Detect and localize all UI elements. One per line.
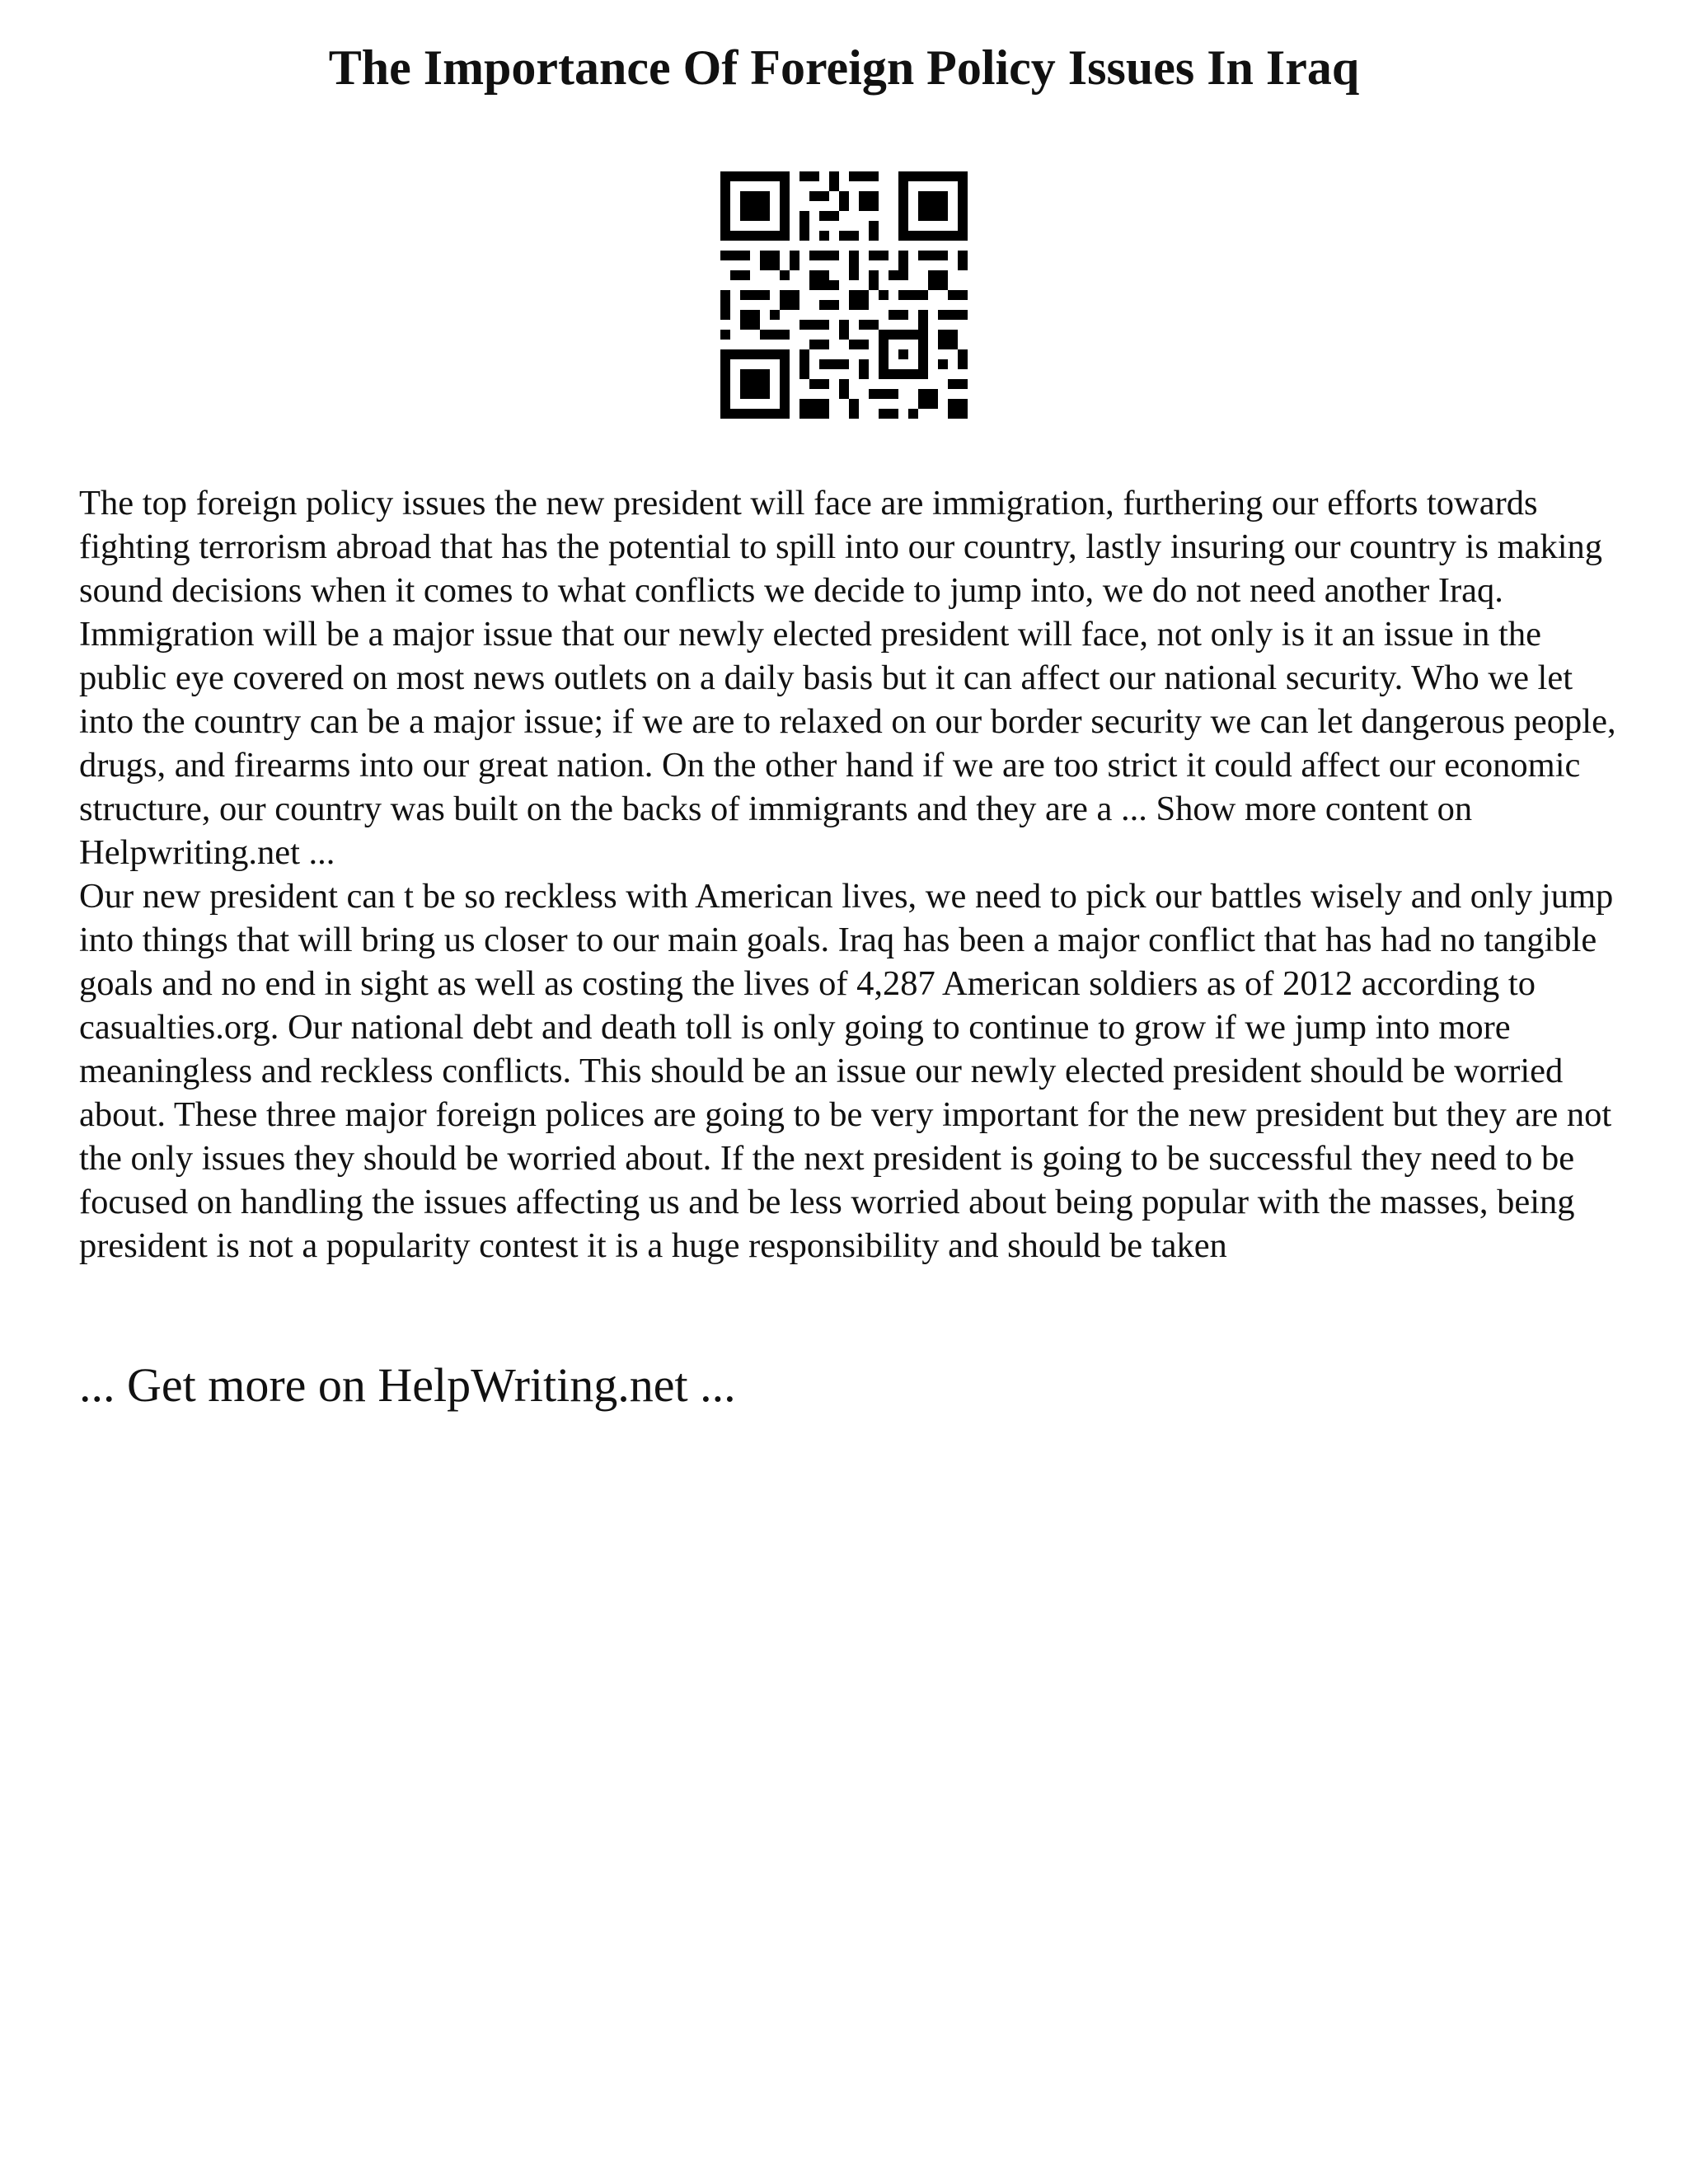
get-more-link[interactable]: ... Get more on HelpWriting.net ... (79, 1358, 736, 1412)
article-body (79, 481, 1629, 1268)
paragraph-2: Our new president can t be so reckless with American lives, we need to pick our battles wisely and only jump into things that will bring us closer to our main goals. Iraq has been a major conflict that has had no tangible goals and no end in sight as well as costing the lives of 4,287 American soldiers as of 2012 according to casualties.org. Our national debt and death toll is only going to continue to grow if we jump into more meaningless and reckless conflicts. This should be an issue our newly elected president should be worried about. These three major foreign polices are going to be very important for the new president but they are not the only issues they should be worried about. If the next president is going to be successful they need to be focused on handling the issues affecting us and be less worried about being popular with the masses, being president is not a popularity contest it is a huge responsibility and should be taken (79, 877, 1614, 1265)
document-title: The Importance Of Foreign Policy Issues In Iraq (328, 40, 1360, 95)
paragraph-1: The top foreign policy issues the new president will face are immigration, furthering our efforts towards fighting terrorism abroad that has the potential to spill into our country, lastly insuring our country is making sound decisions when it comes to what conflicts we decide to jump into, we do not need another Iraq. Immigration will be a major issue that our newly elected president will face, not only is it an issue in the public eye covered on most news outlets on a daily basis but it can affect our national security. Who we let into the country can be a major issue; if we are to relaxed on our border security we can let dangerous people, drugs, and firearms into our great nation. On the other hand if we are too strict it could affect our economic structure, our country was built on the backs of immigrants and they are a ... Show more content on Helpwriting.net ... (79, 484, 1616, 872)
qr-code-icon[interactable] (720, 171, 968, 419)
